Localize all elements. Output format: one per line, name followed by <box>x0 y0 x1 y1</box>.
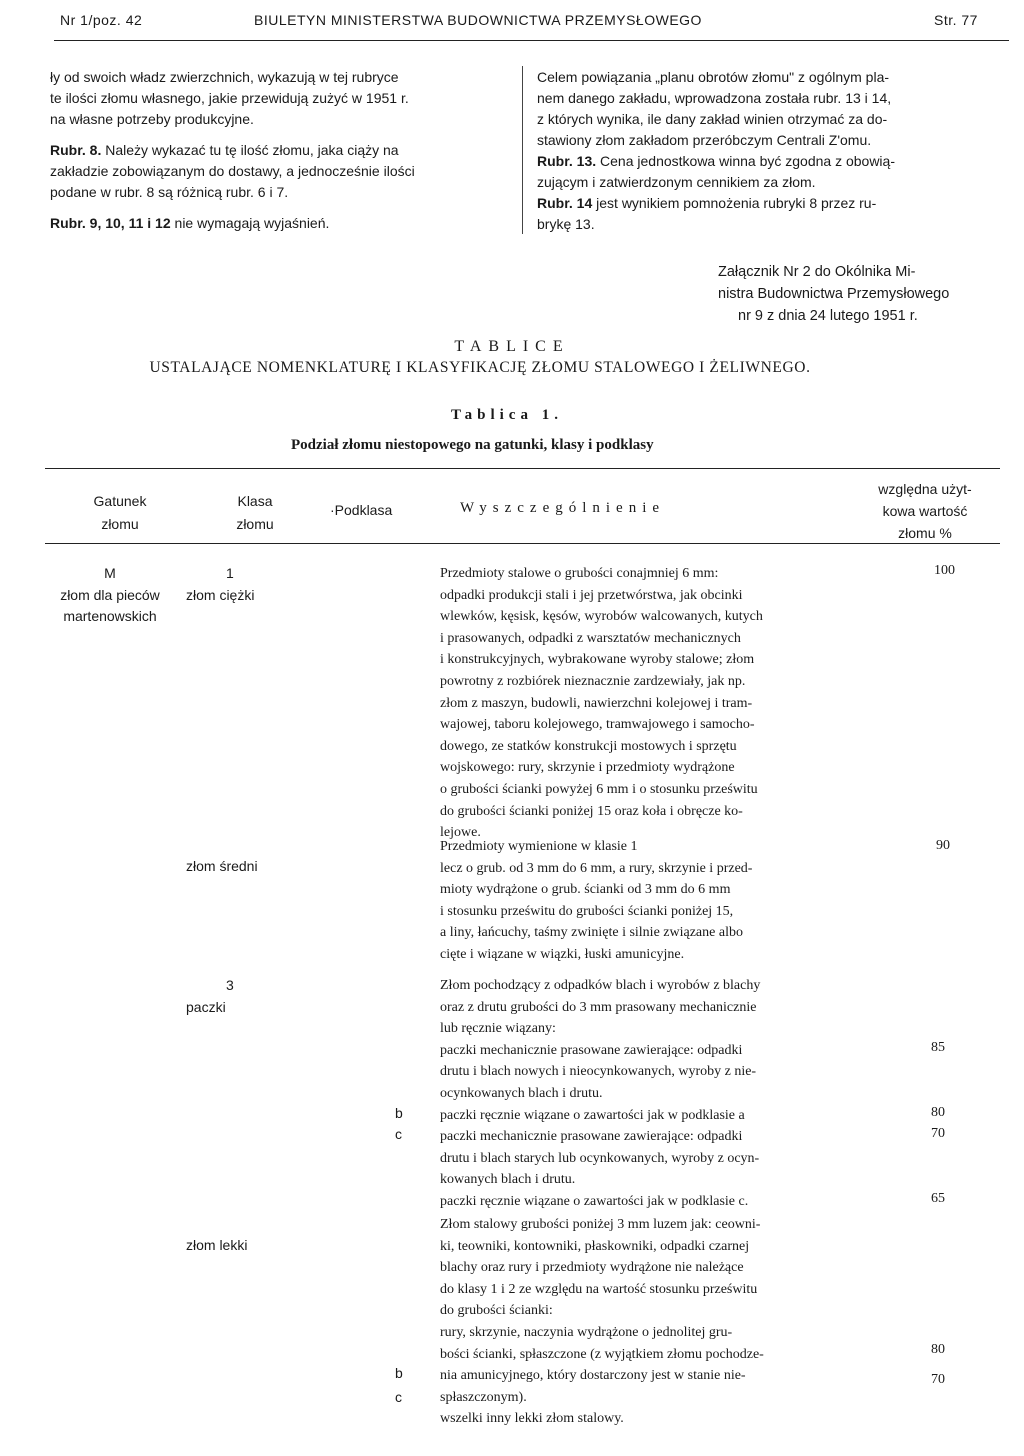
row3-c-label: c <box>395 1126 402 1142</box>
row4-a-line: nia amunicyjnego, który dostarczony jest w stanie nie- <box>440 1368 746 1384</box>
row2-value: 90 <box>936 838 950 853</box>
row4-intro-line: blachy oraz rury i przedmioty wydrążone nie należące <box>440 1260 744 1276</box>
row3-c-line: paczki mechanicznie prasowane zawierające: odpadki <box>440 1129 743 1145</box>
table-number: Tablica 1. <box>451 407 563 423</box>
left-para2-line: zakładzie zobowiązanym do dostawy, a jednocześnie ilości <box>50 163 415 179</box>
col-header-wyszczegolnienie: Wyszczególnienie <box>460 500 666 516</box>
row3-a-line: paczki mechanicznie prasowane zawierające: odpadki <box>440 1042 743 1058</box>
rubr8-head: Rubr. 8. <box>50 142 102 158</box>
row2-klasa: złom średni <box>186 858 258 874</box>
left-para2-line: Należy wykazać tu tę ilość złomu, jaka ciąży na <box>105 142 399 158</box>
row1-klasa-line: złom ciężki <box>186 586 255 603</box>
attachment-line: nr 9 z dnia 24 lutego 1951 r. <box>738 308 918 324</box>
row4-intro-line: do klasy 1 i 2 ze względu na wartość stosunku prześwitu <box>440 1281 758 1297</box>
row1-klasa-line: 1 <box>226 565 234 581</box>
row4-a-line: rury, skrzynie, naczynia wydrążone o jednolitej gru- <box>440 1324 733 1340</box>
left-para3-text: nie wymagają wyjaśnień. <box>174 215 330 231</box>
table-caption: Podział złomu niestopowego na gatunki, klasy i podklasy <box>291 437 654 453</box>
row1-line: powrotny z rozbiórek nieznacznie zardzewiały, jak np. <box>440 673 746 689</box>
row3-a-line: drutu i blach nowych i nieocynkowanych, wyroby z nie- <box>440 1064 757 1080</box>
left-para1-line: na własne potrzeby produkcyjne. <box>50 111 254 127</box>
row3-intro-line: lub ręcznie wiązany: <box>440 1021 556 1037</box>
col-header-gatunek-line: Gatunek <box>93 493 147 509</box>
row1-gatunek-line: M <box>104 565 116 581</box>
right-para3-line: brykę 13. <box>537 216 595 232</box>
right-para2-line: Cena jednostkowa winna być zgodna z obowią- <box>600 153 895 169</box>
row4-c-label: c <box>395 1389 402 1405</box>
right-para1-line: stawiony złom zakładom przeróbczym Centrali Z'omu. <box>537 132 872 148</box>
row4-c-value: 70 <box>931 1372 945 1387</box>
row2-line: Przedmioty wymienione w klasie 1 <box>440 839 638 854</box>
row4-b-label: b <box>395 1365 403 1381</box>
row3-b-label: b <box>395 1105 403 1121</box>
row1-line: o grubości ścianki powyżej 6 mm i o stosunku prześwitu <box>440 781 758 797</box>
row3-klasa <box>186 975 234 1018</box>
row1-line: wajowej, taboru kolejowego, tramwajowego i samocho- <box>440 717 755 733</box>
row4-a-line: bości ścianki, spłaszczone (z wyjątkiem złomu pochodze- <box>440 1346 764 1362</box>
row3-klasa-line: 3 <box>226 977 234 993</box>
row3-b-line: paczki ręcznie wiązane o zawartości jak w podklasie a <box>440 1107 745 1123</box>
col-header-podklasa: ·Podklasa <box>330 502 393 518</box>
row1-gatunek <box>45 563 175 628</box>
col-header-gatunek <box>60 490 180 536</box>
col-header-gatunek-line: złomu <box>101 516 139 532</box>
row1-klasa <box>186 563 254 606</box>
right-para1-line: z których wynika, ile dany zakład winien otrzymać za do- <box>537 111 888 127</box>
attachment-line: nistra Budownictwa Przemysłowego <box>718 286 950 302</box>
right-para3-line: jest wynikiem pomnożenia rubryki 8 przez ru- <box>596 195 877 211</box>
row2-line: cięte i wiązane w wiązki, łuski amunicyjne. <box>440 946 685 962</box>
row3-a-line: ocynkowanych blach i drutu. <box>440 1085 603 1101</box>
left-para1-line: te ilości złomu własnego, jakie przewidują zużyć w 1951 r. <box>50 90 409 106</box>
left-column <box>50 67 515 234</box>
page-number-right: Str. 77 <box>934 12 978 28</box>
col-header-wartosc <box>860 478 990 544</box>
row4-a-line: spłaszczonym). <box>440 1389 527 1405</box>
row3-d-line: paczki ręcznie wiązane o zawartości jak w podklasie c. <box>440 1193 749 1209</box>
row3-c-value: 70 <box>931 1126 945 1141</box>
row2-line: a liny, łańcuchy, taśmy zwinięte i silnie związane albo <box>440 925 743 941</box>
rubr14-head: Rubr. 14 <box>537 195 593 211</box>
row1-line: Przedmioty stalowe o grubości conajmniej 6 mm: <box>440 566 719 581</box>
row1-value: 100 <box>934 563 955 578</box>
row2-line: i stosunku prześwitu do grubości ścianki poniżej 15, <box>440 903 734 919</box>
row1-line: odpadki produkcji stali i jej przetwórstwa, jak obcinki <box>440 587 743 603</box>
tables-title: TABLICE <box>454 338 570 355</box>
rubr13-head: Rubr. 13. <box>537 153 597 169</box>
row4-c-line: wszelki inny lekki złom stalowy. <box>440 1411 624 1427</box>
right-column <box>537 67 1007 235</box>
row4-intro <box>440 1214 764 1430</box>
left-para2-line: podane w rubr. 8 są różnicą rubr. 6 i 7. <box>50 184 289 200</box>
row3-intro <box>440 975 760 1213</box>
row2-description <box>440 836 752 966</box>
row3-intro-line: oraz z drutu grubości do 3 mm prasowany mechanicznie <box>440 999 757 1015</box>
row3-intro-line: Złom pochodzący z odpadków blach i wyrobów z blachy <box>440 978 761 993</box>
col-header-wartosc-line: względna użyt- <box>878 481 972 497</box>
table-header-rule <box>45 543 1000 544</box>
attachment-line: Załącznik Nr 2 do Okólnika Mi- <box>718 264 916 280</box>
row4-klasa: złom lekki <box>186 1237 248 1253</box>
col-header-klasa-line: złomu <box>236 516 274 532</box>
column-divider <box>522 66 523 234</box>
row2-line: lecz o grub. od 3 mm do 6 mm, a rury, skrzynie i przed- <box>440 860 753 876</box>
row1-line: złom z maszyn, budowli, nawierzchni kolejowej i tram- <box>440 695 753 711</box>
row1-line: do grubości ścianki poniżej 15 oraz koła i obręcze ko- <box>440 803 743 819</box>
row4-intro-line: do grubości ścianki: <box>440 1303 553 1319</box>
row1-line: dowego, ze statków konstrukcji mostowych i sprzętu <box>440 738 737 754</box>
table-top-rule <box>45 468 1000 469</box>
row3-c-line: drutu i blach starych lub ocynkowanych, wyroby z ocyn- <box>440 1150 760 1166</box>
row1-gatunek-line: martenowskich <box>63 608 157 625</box>
rubr9-12-head: Rubr. 9, 10, 11 i 12 <box>50 215 171 231</box>
journal-title: BIULETYN MINISTERSTWA BUDOWNICTWA PRZEMYSŁOWEGO <box>254 12 702 28</box>
row1-gatunek-line: złom dla pieców <box>60 586 160 603</box>
col-header-wartosc-line: kowa wartość <box>882 503 968 519</box>
col-header-klasa-line: Klasa <box>237 493 273 509</box>
row4-intro-line: Złom stalowy grubości poniżej 3 mm luzem jak: ceowni- <box>440 1217 761 1232</box>
right-para1-line: nem danego zakładu, wprowadzona została rubr. 13 i 14, <box>537 90 892 106</box>
row1-line: i konstrukcyjnych, wybrakowane wyroby stalowe; złom <box>440 652 755 668</box>
col-header-wartosc-line: złomu % <box>898 525 952 541</box>
right-para2-line: zującym i zatwierdzonym cennikiem za złom. <box>537 174 816 190</box>
row2-line: mioty wydrążone o grub. ścianki od 3 mm do 6 mm <box>440 882 731 898</box>
header-rule <box>54 40 1009 41</box>
tables-subtitle: USTALAJĄCE NOMENKLATURĘ I KLASYFIKACJĘ ZŁOMU STALOWEGO I ŻELIWNEGO. <box>149 359 811 376</box>
row3-c-line: kowanych blach i drutu. <box>440 1172 576 1188</box>
row1-line: lejowe. <box>440 825 481 841</box>
left-para1-line: ły od swoich władz zwierzchnich, wykazują w tej rubryce <box>50 69 399 85</box>
row3-klasa-line: paczki <box>186 998 226 1015</box>
right-para1-line: Celem powiązania „planu obrotów złomu" z ogólnym pla- <box>537 69 890 85</box>
attachment-note <box>718 261 1008 327</box>
row4-intro-line: ki, teowniki, kontowniki, płaskowniki, odpadki czarnej <box>440 1238 750 1254</box>
row3-a-value: 85 <box>931 1040 945 1055</box>
page-number-left: Nr 1/poz. 42 <box>60 12 143 28</box>
row1-line: wojskowego: rury, skrzynie i przedmioty wydrążone <box>440 760 735 776</box>
row1-description <box>440 563 763 844</box>
row3-b-value: 80 <box>931 1105 945 1120</box>
row1-line: i prasowanych, odpadki z warsztatów mechanicznych <box>440 630 741 646</box>
row3-d-value: 65 <box>931 1191 945 1206</box>
row4-a-value: 80 <box>931 1342 945 1357</box>
col-header-klasa <box>195 490 315 536</box>
row1-line: wlewków, kęsisk, kęsów, wyrobów walcowanych, kutych <box>440 609 763 625</box>
